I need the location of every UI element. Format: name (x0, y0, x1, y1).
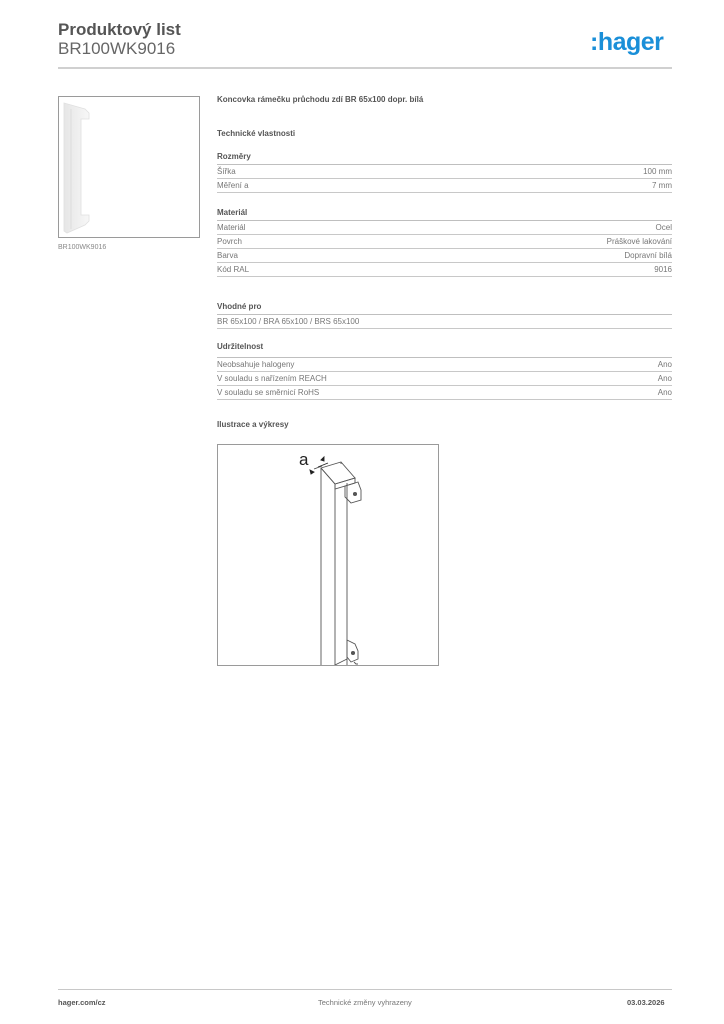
table-row (217, 372, 672, 386)
footer-divider (58, 989, 672, 990)
row-value: 100 mm (643, 167, 672, 176)
end-cap-drawing-icon (218, 445, 438, 665)
table-row (217, 221, 672, 235)
product-photo-icon (59, 97, 199, 237)
row-value: Ocel (655, 223, 672, 232)
table-row (217, 263, 672, 277)
row-label: Kód RAL (217, 265, 250, 274)
technical-properties-heading: Technické vlastnosti (217, 129, 296, 138)
dimension-label: a (299, 450, 309, 469)
table-row (217, 315, 672, 329)
footer-date: 03.03.2026 (627, 998, 665, 1007)
row-label: Barva (217, 251, 238, 260)
technical-drawing (217, 444, 439, 666)
product-name: Koncovka rámečku průchodu zdí BR 65x100 dopr. bílá (217, 95, 424, 104)
document-title: Produktový list (58, 20, 181, 39)
product-code: BR100WK9016 (58, 39, 176, 58)
row-value: Dopravní bílá (624, 251, 672, 260)
row-value: Ano (657, 374, 672, 383)
illustrations-heading: Ilustrace a výkresy (217, 420, 289, 429)
group-title: Rozměry (217, 151, 672, 165)
group-dimensions (217, 151, 672, 193)
hager-logo: :hager (590, 28, 664, 56)
table-row (217, 386, 672, 400)
row-label: V souladu se směrnicí RoHS (217, 388, 320, 397)
row-value: Práškové lakování (606, 237, 672, 246)
table-row (217, 358, 672, 372)
group-title: Vhodné pro (217, 301, 672, 315)
table-row (217, 249, 672, 263)
row-label: Materiál (217, 223, 246, 232)
row-label: BR 65x100 / BRA 65x100 / BRS 65x100 (217, 317, 360, 326)
product-thumbnail (58, 96, 200, 238)
table-row (217, 179, 672, 193)
row-label: Povrch (217, 237, 242, 246)
footer-website-link[interactable]: hager.com/cz (58, 998, 106, 1007)
row-value: 9016 (654, 265, 672, 274)
product-details (217, 95, 672, 434)
thumbnail-caption: BR100WK9016 (58, 244, 107, 251)
row-label: Šířka (217, 167, 236, 176)
table-row (217, 235, 672, 249)
table-row (217, 165, 672, 179)
footer-notice: Technické změny vyhrazeny (318, 998, 412, 1007)
group-title: Udržitelnost (217, 341, 672, 358)
group-sustainability (217, 341, 672, 400)
group-suitable-for (217, 301, 672, 329)
row-label: Měření a (217, 181, 249, 190)
group-material (217, 207, 672, 277)
row-value: Ano (657, 388, 672, 397)
row-value: Ano (657, 360, 672, 369)
row-label: Neobsahuje halogeny (217, 360, 295, 369)
row-label: V souladu s nařízením REACH (217, 374, 327, 383)
row-value: 7 mm (652, 181, 672, 190)
group-title: Materiál (217, 207, 672, 221)
header-divider (58, 67, 672, 69)
